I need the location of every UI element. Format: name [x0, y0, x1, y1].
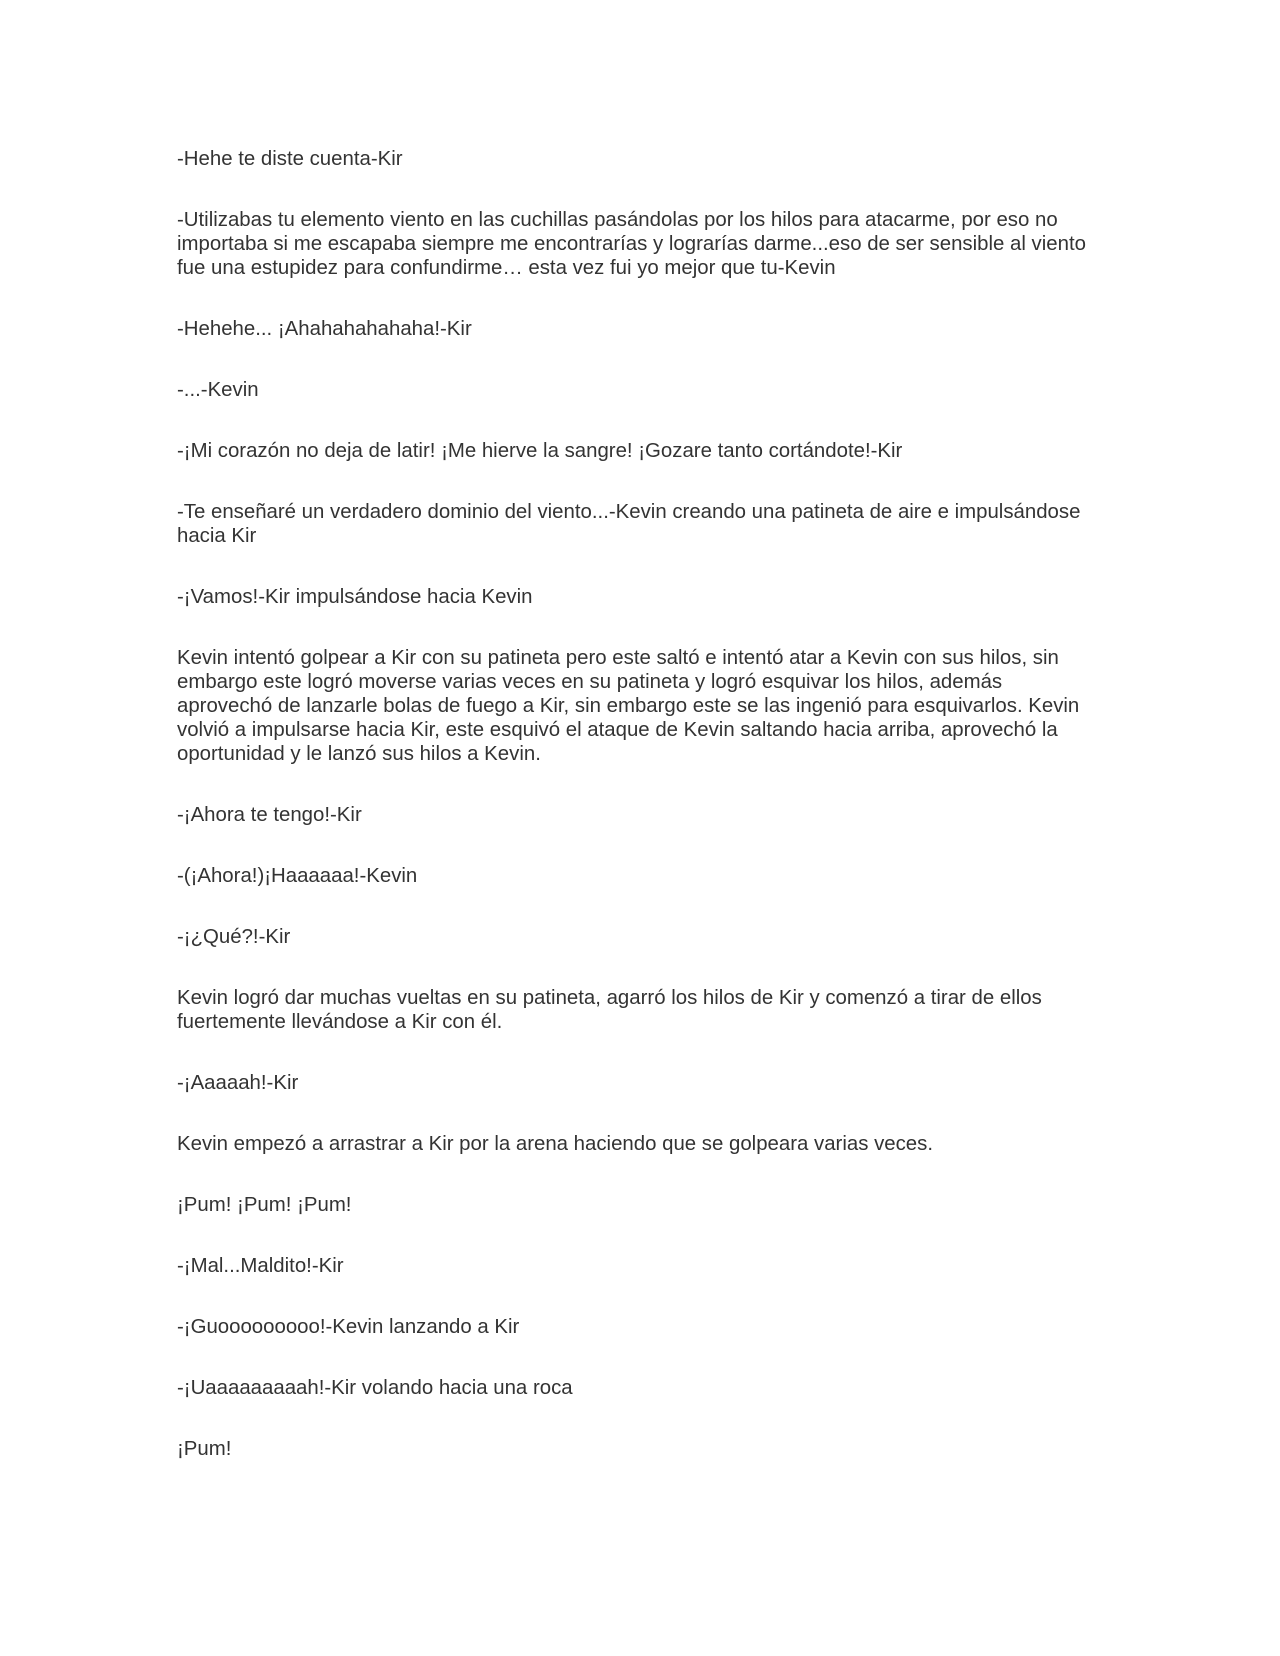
dialogue-line: -¡Mi corazón no deja de latir! ¡Me hierve la sangre! ¡Gozare tanto cortándote!-Kir — [177, 440, 903, 462]
sound-effect-line: ¡Pum! — [177, 1438, 232, 1460]
dialogue-line: -(¡Ahora!)¡Haaaaaa!-Kevin — [177, 865, 418, 887]
dialogue-line: -¡Mal...Maldito!-Kir — [177, 1255, 344, 1277]
dialogue-line: -Hehehe... ¡Ahahahahahaha!-Kir — [177, 318, 472, 340]
dialogue-line: -Utilizabas tu elemento viento en las cuchillas pasándolas por los hilos para atacarme, por eso no importaba si me escapaba siempre me encontrarías y lograrías darme...eso de ser sensible al viento fue una estupidez para confundirme… esta vez fui yo mejor que tu-Kevin — [177, 209, 1086, 279]
narration-paragraph: Kevin intentó golpear a Kir con su patineta pero este saltó e intentó atar a Kevin con sus hilos, sin embargo este logró moverse varias veces en su patineta y logró esquivar los hilos, además aprovechó de lanzarle bolas de fuego a Kir, sin embargo este se las ingenió para esquivarlos. Kevin volvió a impulsarse hacia Kir, este esquivó el ataque de Kevin saltando hacia arriba, aprovechó la oportunidad y le lanzó sus hilos a Kevin. — [177, 647, 1080, 765]
dialogue-line: -¡Uaaaaaaaaah!-Kir volando hacia una roca — [177, 1377, 573, 1399]
dialogue-line: -¡Guooooooooo!-Kevin lanzando a Kir — [177, 1316, 520, 1338]
dialogue-line: -¡Aaaaah!-Kir — [177, 1072, 299, 1094]
dialogue-line: -¡Ahora te tengo!-Kir — [177, 804, 362, 826]
dialogue-line: -Hehe te diste cuenta-Kir — [177, 148, 403, 170]
narration-paragraph: Kevin empezó a arrastrar a Kir por la arena haciendo que se golpeara varias veces. — [177, 1133, 934, 1155]
dialogue-line: -Te enseñaré un verdadero dominio del viento...-Kevin creando una patineta de aire e impulsándose hacia Kir — [177, 501, 1081, 547]
dialogue-line: -...-Kevin — [177, 379, 259, 401]
dialogue-line: -¡Vamos!-Kir impulsándose hacia Kevin — [177, 586, 533, 608]
sound-effect-line: ¡Pum! ¡Pum! ¡Pum! — [177, 1194, 352, 1216]
dialogue-line: -¡¿Qué?!-Kir — [177, 926, 291, 948]
document-page — [177, 147, 1097, 1498]
narration-paragraph: Kevin logró dar muchas vueltas en su patineta, agarró los hilos de Kir y comenzó a tirar de ellos fuertemente llevándose a Kir con él. — [177, 987, 1042, 1033]
